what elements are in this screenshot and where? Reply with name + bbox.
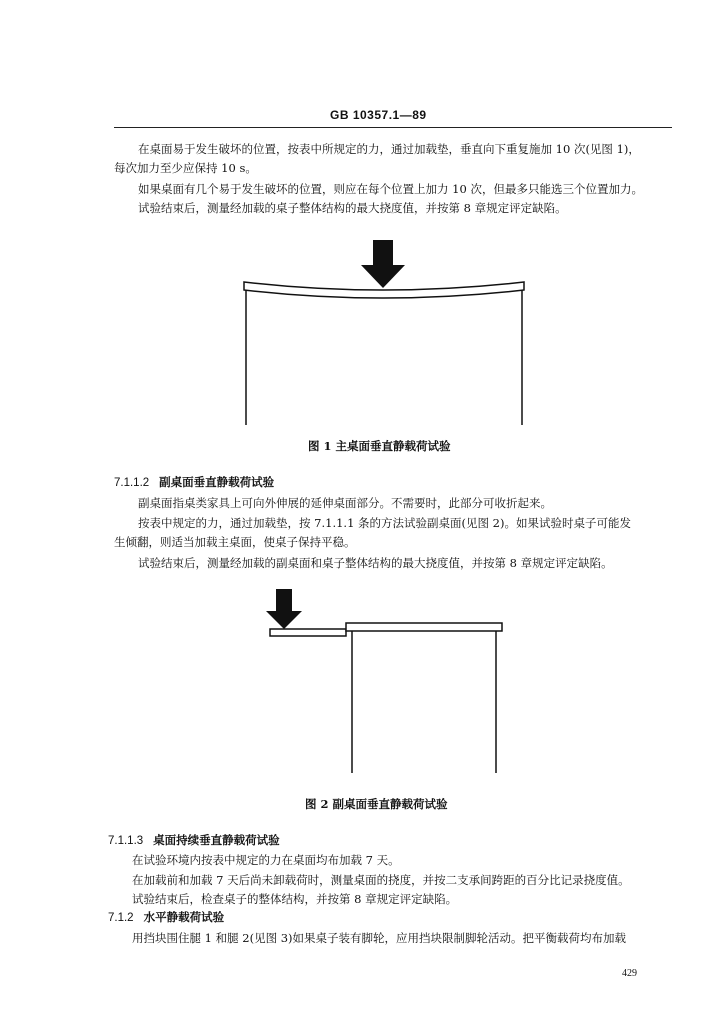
section-7-1-2-paragraph-1: 用挡块围住腿 1 和腿 2(见图 3)如果桌子装有脚轮，应用挡块限制脚轮活动。把平衡载荷均布加载: [132, 931, 627, 945]
figure-1-drawing: [230, 230, 540, 430]
section-7-1-1-2-paragraph-1: 副桌面指桌类家具上可向外伸展的延伸桌面部分。不需要时，此部分可收折起来。: [138, 496, 552, 510]
section-7-1-1-2-title: 副桌面垂直静载荷试验: [159, 475, 275, 489]
section-7-1-2-title: 水平静载荷试验: [143, 910, 225, 924]
section-7-1-1-3-paragraph-3: 试验结束后，检查桌子的整体结构，并按第 8 章规定评定缺陷。: [132, 892, 458, 906]
intro-paragraph-3: 试验结束后，测量经加载的桌子整体结构的最大挠度值，并按第 8 章规定评定缺陷。: [138, 201, 567, 215]
figure-1-caption: 图 1 主桌面垂直静载荷试验: [308, 439, 451, 453]
section-7-1-1-2-paragraph-2-line-1: 按表中规定的力，通过加载垫，按 7.1.1.1 条的方法试验副桌面(见图 2)。如果试验时桌子可能发: [138, 516, 631, 530]
standard-code-header: GB 10357.1—89: [330, 108, 427, 122]
header-rule: [114, 127, 672, 128]
figure-2-extension-top: [270, 629, 346, 636]
figure-1-arrow-icon: [361, 240, 405, 288]
section-7-1-1-3-number: 7.1.1.3: [108, 835, 144, 847]
intro-paragraph-1-line-2: 每次加力至少应保持 10 s。: [114, 161, 257, 175]
section-7-1-1-2-paragraph-3: 试验结束后，测量经加载的副桌面和桌子整体结构的最大挠度值，并按第 8 章规定评定缺陷。: [138, 556, 613, 570]
section-7-1-1-2-paragraph-2-line-2: 生倾翻，则适当加载主桌面，使桌子保持平稳。: [114, 535, 356, 549]
section-7-1-2-heading: [108, 909, 224, 925]
page-number: 429: [622, 968, 637, 979]
figure-2-caption: 图 2 副桌面垂直静载荷试验: [305, 797, 448, 811]
section-7-1-1-3-title: 桌面持续垂直静载荷试验: [153, 833, 280, 847]
section-7-1-1-2-heading: [114, 474, 274, 490]
section-7-1-1-3-paragraph-2: 在加载前和加载 7 天后尚未卸载荷时，测量桌面的挠度，并按二支承间跨距的百分比记录挠度值。: [132, 873, 630, 887]
section-7-1-1-3-heading: [108, 832, 280, 848]
figure-2-drawing: [260, 585, 510, 775]
section-7-1-1-3-paragraph-1: 在试验环境内按表中规定的力在桌面均布加载 7 天。: [132, 853, 400, 867]
figure-2-arrow-icon: [266, 589, 302, 629]
section-7-1-2-number: 7.1.2: [108, 912, 134, 924]
section-7-1-1-2-number: 7.1.1.2: [114, 477, 150, 489]
figure-2-main-top: [346, 623, 502, 631]
intro-paragraph-2: 如果桌面有几个易于发生破坏的位置，则应在每个位置上加力 10 次，但最多只能选三个位置加力。: [138, 182, 643, 196]
intro-paragraph-1-line-1: 在桌面易于发生破坏的位置，按表中所规定的力，通过加载垫，垂直向下重复施加 10 次(见图 1)，: [138, 142, 640, 156]
